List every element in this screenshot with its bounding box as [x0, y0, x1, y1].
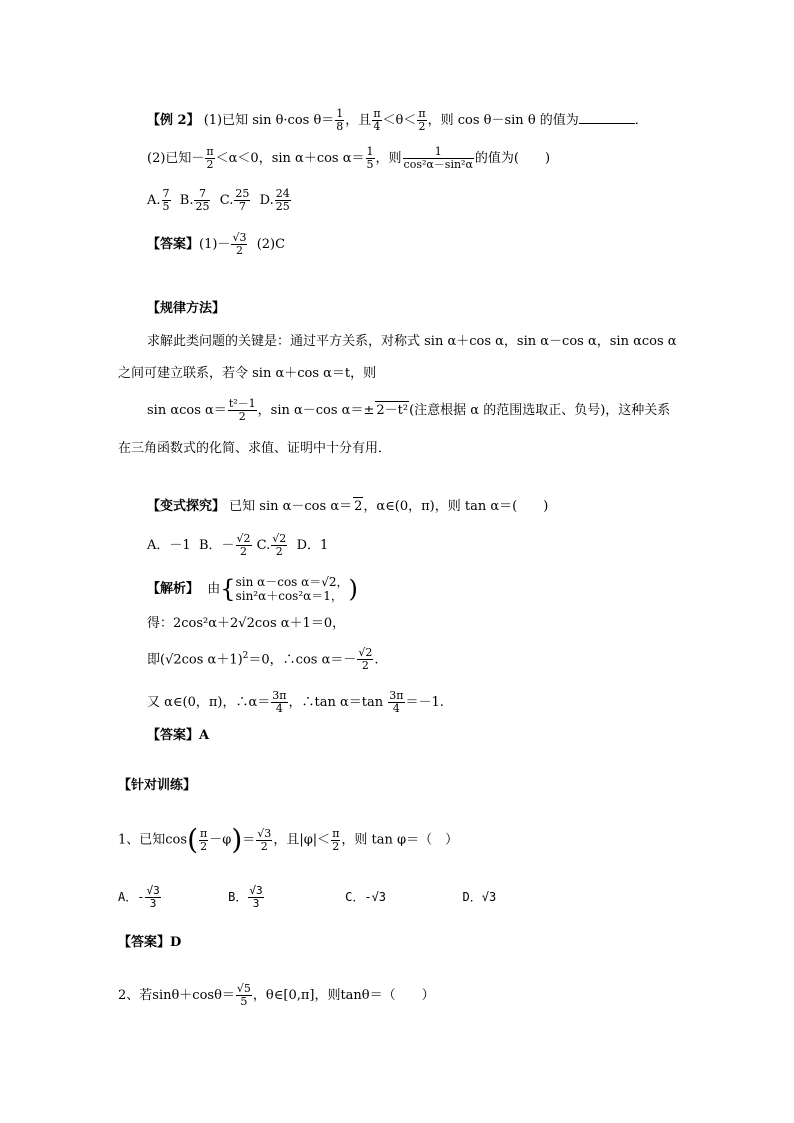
method-line1: 求解此类问题的关键是：通过平方关系，对称式 sin α＋cos α，sin α－cos α，sin αcos α: [147, 334, 677, 349]
method-line4: 在三角函数式的化简、求值、证明中十分有用．: [118, 441, 392, 456]
analysis-answer: 【答案】A: [147, 728, 210, 743]
example2-line1: 【例 2】 (1)已知 sin θ·cos θ＝ $\frac{1}{8}$ ，且 $\frac{\pi}{4}$ ＜θ＜ $\frac{\pi}{2}$ ，则 cos θ－sin θ 的值为 ．: [147, 107, 648, 133]
example2-answer: 【答案】(1)－ $\frac{√3}{2}$ (2)C: [147, 231, 286, 257]
example2-line2: (2)已知－ $\frac{\pi}{2}$ ＜α＜0，sin α＋cos α＝ $\frac{1}{5}$ ，则 $\frac{1}{\text{cos²α－sin²α}}$ 的值为( ): [147, 145, 551, 171]
variant-question: 【变式探究】 已知 sin α－cos α＝ 2，α∈(0，π)，则 tan α＝( ): [147, 499, 549, 514]
example2-options: A. $\frac{7}{5}$ B. $\frac{7}{25}$ C. $\frac{25}{7}$ D. $\frac{24}{25}$: [147, 187, 290, 213]
answer-blank: [579, 123, 635, 124]
method-line3: sin αcos α＝ $\frac{\text{t²－1}}{2}$ ，sin α－cos α＝± 2－t²(注意根据 α 的范围选取正、负号)，这种关系: [147, 397, 671, 423]
variant-options: A．－1 B．－ $\frac{√2}{2}$ C. $\frac{√2}{2}$ D．1: [147, 532, 329, 558]
training-q1-options: A．- $\frac{√3}{3}$ B． $\frac{√3}{3}$ C．-√3 D．√3: [118, 884, 497, 910]
training-q2: 2、若sinθ＋cosθ＝ $\frac{√5}{5}$ ，θ∈[0,π]，则tanθ＝（ ）: [118, 982, 435, 1008]
training-heading: 【针对训练】: [118, 778, 197, 793]
analysis-step2: 即(√2cos α＋1)$^2$＝0，∴cos α＝－ $\frac{√2}{2}$ .: [147, 646, 379, 673]
analysis-system: 【解析】 由{ sin α－cos α＝√2， sin²α＋cos²α＝1， ): [147, 575, 358, 603]
training-q1-answer: 【答案】D: [118, 935, 182, 950]
analysis-step1: 得：2cos²α＋2√2cos α＋1＝0，: [147, 616, 346, 631]
analysis-step3: 又 α∈(0，π)，∴α＝ $\frac{3\pi}{4}$ ，∴tan α＝tan $\frac{3\pi}{4}$ ＝－1.: [147, 689, 444, 715]
method-heading: 【规律方法】: [147, 301, 226, 316]
training-q1: 1、已知cos( $\frac{\pi}{2}$ －φ)＝ $\frac{√3}{2}$ ，且|φ|＜ $\frac{\pi}{2}$ ，则 tan φ＝（ ）: [118, 823, 459, 856]
example-tag: 【例 2】: [147, 113, 200, 128]
method-line2: 之间可建立联系，若令 sin α＋cos α＝t，则: [118, 366, 377, 381]
